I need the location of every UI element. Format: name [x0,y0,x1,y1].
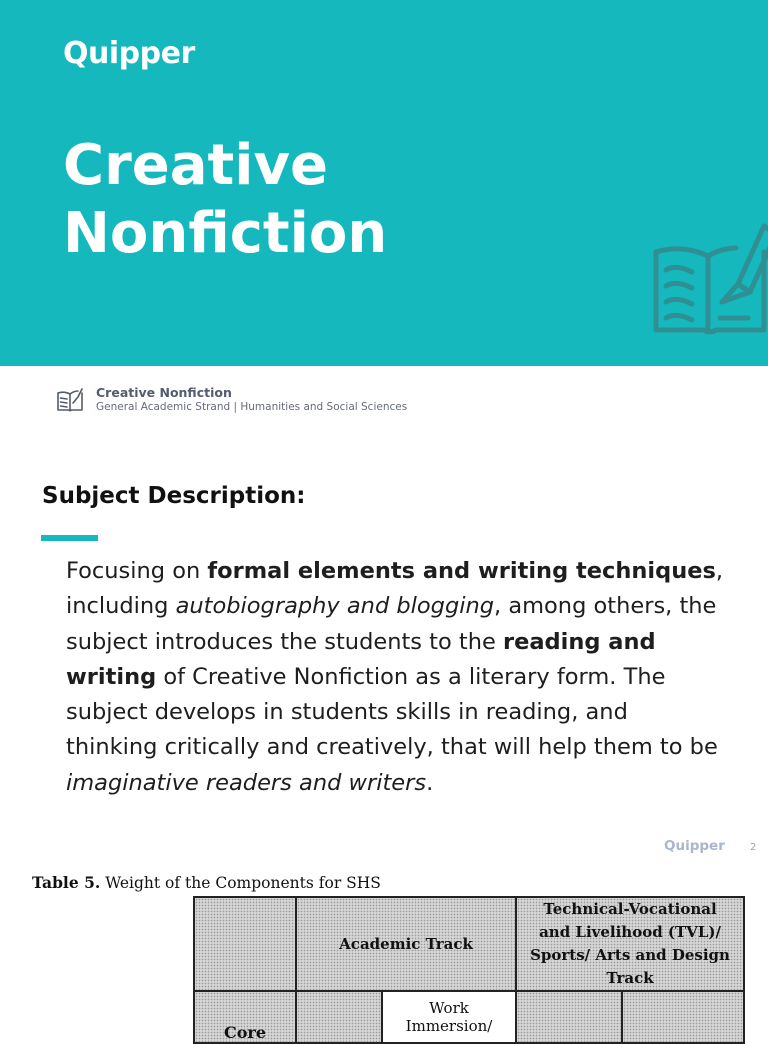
table-cell [296,991,382,1043]
tvl-line-1: Technical-Vocational [543,900,717,918]
weights-table [193,896,745,1044]
tvl-line-3: Sports/ Arts and Design [530,946,730,964]
table-cell [516,991,622,1043]
work-immersion-cell [382,991,516,1043]
course-name: Creative Nonfiction [96,385,232,400]
core-cell: Core [194,991,296,1043]
cover-title-line-2: Nonfiction [63,201,388,266]
table-caption-text: Weight of the Components for SHS [100,874,381,892]
desc-italic-1: autobiography and blogging [175,593,495,620]
open-book-pen-icon [652,222,768,346]
accent-bar [41,535,98,541]
table-caption [32,873,381,892]
subject-description-slide [0,366,768,862]
cover-title [63,132,387,268]
table-cell-blank [194,897,296,991]
work-line-2: Immersion/ [405,1017,493,1035]
desc-text-4: of Creative Nonfiction as a literary form. The subject develops in students skills in reading, and thinking critically and creatively, that will help them to be [66,663,718,761]
desc-text-3: , among others, the subject introduces the students to the [66,593,717,655]
desc-bold-1: formal elements and writing techniques [207,558,716,584]
footer-quipper-logo: Quipper [664,838,725,854]
header-tvl-track [516,897,744,991]
cover-title-line-1: Creative [63,133,328,198]
cover-slide [0,0,768,366]
page-number: 2 [750,842,757,853]
desc-text-1: Focusing on [66,558,208,584]
table-caption-label: Table 5. [32,873,101,892]
section-title: Subject Description: [42,483,306,509]
tvl-line-2: and Livelihood (TVL)/ [539,923,721,941]
table-row [194,897,744,991]
work-line-1: Work [429,999,469,1017]
desc-text-5: . [426,769,434,796]
quipper-logo: Quipper [63,36,195,71]
open-book-icon [57,387,83,413]
strand-label: General Academic Strand | Humanities and Social Sciences [96,401,408,413]
desc-text-2: , including [66,558,724,620]
table-cell [622,991,744,1043]
desc-bold-2: reading and writing [66,628,656,690]
desc-italic-2: imaginative readers and writers [66,769,427,796]
tvl-line-4: Track [606,969,654,987]
table-row [194,991,744,1043]
subject-description [66,554,726,801]
header-academic-track: Academic Track [296,897,516,991]
scanned-table-page [0,862,768,1042]
